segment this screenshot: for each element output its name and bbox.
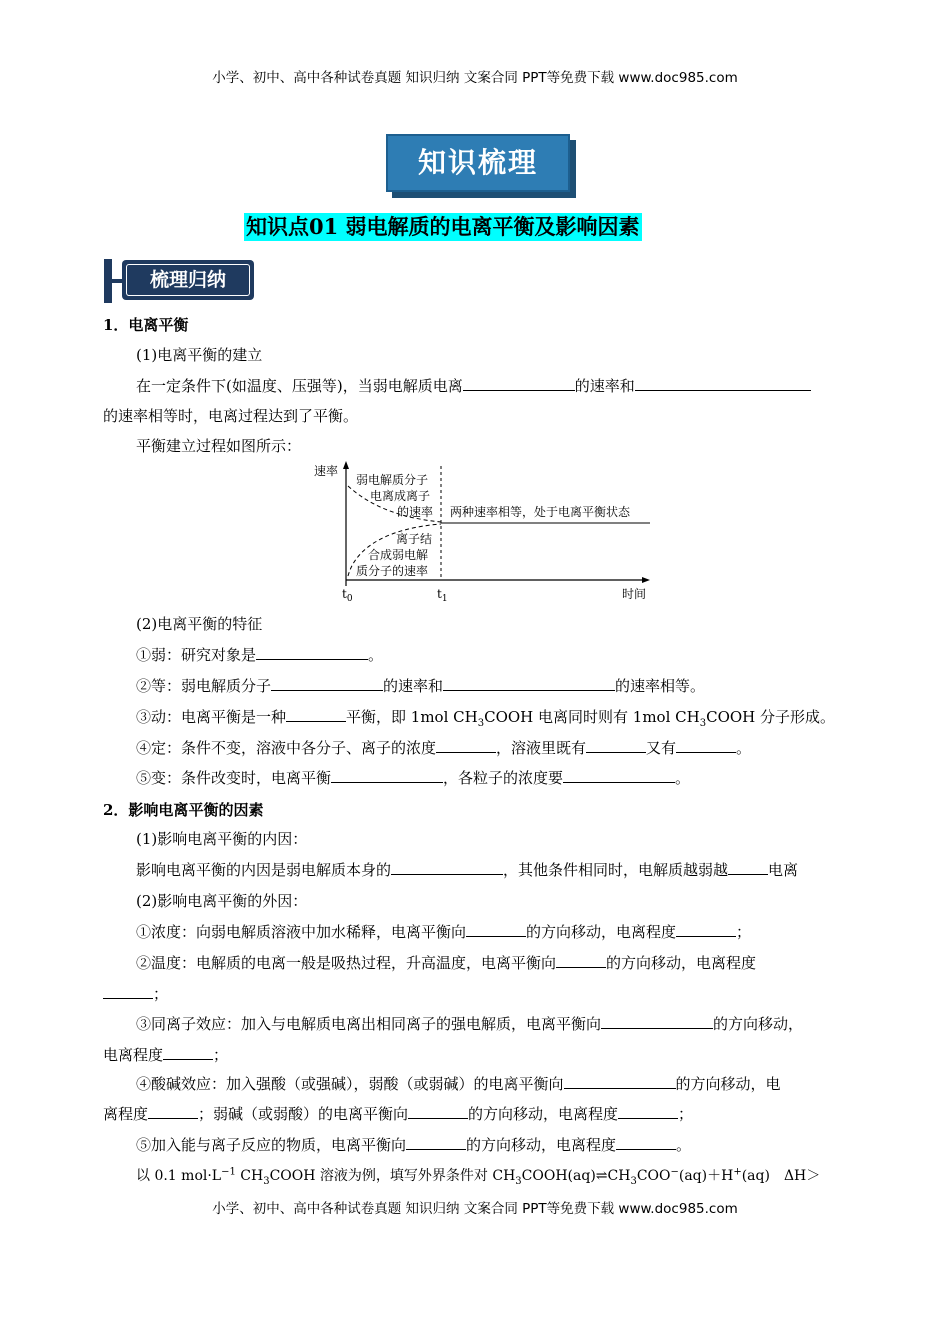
subscript: 3	[477, 718, 485, 729]
blank	[728, 860, 768, 875]
top-header: 小学、初中、高中各种试卷真题 知识归纳 文案合同 PPT等免费下载 www.doc985.com	[212, 70, 738, 86]
blank	[466, 922, 526, 937]
subscript: 3	[263, 1175, 270, 1187]
blank	[463, 376, 575, 391]
text: 的速率和	[574, 377, 635, 395]
text: 的方向移动，电离程度	[468, 1105, 619, 1123]
x-axis-arrow	[642, 577, 650, 583]
text: ；弱碱（或弱酸）的电离平衡向	[198, 1105, 409, 1123]
text: ，各粒子的浓度要	[443, 769, 564, 787]
blank	[148, 1104, 198, 1119]
s2-sub1: (1)影响电离平衡的内因：	[136, 830, 308, 848]
factor-2-cont	[103, 984, 168, 1004]
equilibrium-annotation: 两种速率相等，处于电离平衡状态	[450, 505, 631, 519]
feature-3	[136, 707, 835, 727]
ionization-label-2: 电离成离子	[370, 489, 431, 503]
blank	[676, 922, 736, 937]
s1-p1-cont: 的速率相等时，电离过程达到了平衡。	[103, 407, 359, 425]
s1-sub1: (1)电离平衡的建立	[136, 346, 263, 364]
feature-5	[136, 768, 690, 788]
text: COOH 溶液为例，填写外界条件对 CH	[269, 1168, 516, 1184]
blank	[564, 1074, 676, 1089]
section-badge	[104, 259, 254, 303]
ionization-label-3: 的速率	[397, 505, 434, 519]
text: ⑤变：条件改变时，电离平衡	[136, 769, 332, 787]
tick-t1: $t_1$	[437, 587, 448, 604]
text: 的方向移动，	[713, 1015, 804, 1033]
text: ；	[736, 923, 752, 941]
s1-heading: 1．电离平衡	[103, 316, 189, 334]
blank	[556, 953, 606, 968]
text: 的速率相等。	[615, 677, 706, 695]
association-label-3: 质分子的速率	[356, 564, 429, 578]
text: ③动：电离平衡是一种	[136, 708, 287, 726]
text: 又有	[646, 739, 677, 757]
association-label-2: 合成弱电解	[368, 548, 429, 562]
blank	[618, 1104, 678, 1119]
blank	[256, 645, 368, 660]
factor-3	[136, 1014, 803, 1034]
blank	[408, 1104, 468, 1119]
text: COO	[636, 1168, 671, 1184]
tick-t0: $t_0$	[342, 587, 353, 604]
text: ④酸碱效应：加入强酸（或强碱），弱酸（或弱碱）的电离平衡向	[136, 1075, 564, 1093]
text: ④定：条件不变，溶液中各分子、离子的浓度	[136, 739, 437, 757]
banner-title: 知识梳理	[417, 146, 538, 179]
blank	[586, 738, 646, 753]
superscript: −1	[221, 1166, 236, 1178]
text: ；	[678, 1105, 694, 1123]
blank	[601, 1014, 713, 1029]
text: 的方向移动，电离程度	[526, 923, 677, 941]
text: 的方向移动，电离程度	[606, 954, 757, 972]
blank	[331, 768, 443, 783]
blank	[271, 676, 383, 691]
factor-4	[136, 1074, 781, 1094]
text: ①浓度：向弱电解质溶液中加水稀释，电离平衡向	[136, 923, 467, 941]
text: ②温度：电解质的电离一般是吸热过程，升高温度，电离平衡向	[136, 954, 557, 972]
text: 以 0.1 mol·L	[136, 1168, 222, 1184]
association-label-1: 离子结	[396, 532, 433, 546]
text: (aq)＋H	[678, 1168, 734, 1184]
text: COOH(aq)⇌CH	[521, 1168, 631, 1184]
feature-4	[136, 738, 751, 758]
factor-3-cont	[103, 1045, 228, 1065]
blank	[163, 1045, 213, 1060]
blank	[635, 376, 811, 391]
badge-connector	[112, 279, 122, 283]
blank	[616, 1135, 676, 1150]
ionization-label-1: 弱电解质分子	[356, 473, 429, 487]
text: 的方向移动，电	[675, 1075, 781, 1093]
s1-p1	[136, 376, 811, 396]
text: 。	[676, 1136, 692, 1154]
x-axis-label: 时间	[622, 587, 647, 601]
text: 。	[736, 739, 752, 757]
text: ；	[213, 1046, 229, 1064]
text: ②等：弱电解质分子	[136, 677, 272, 695]
text: 平衡，即 1mol CH	[346, 708, 478, 726]
example-line	[136, 1166, 820, 1186]
text: 的方向移动，电离程度	[466, 1136, 617, 1154]
blank	[406, 1135, 466, 1150]
s1-sub2: (2)电离平衡的特征	[136, 615, 263, 633]
rate-time-chart	[300, 458, 670, 608]
badge-bar	[104, 259, 112, 303]
blank	[436, 738, 496, 753]
text: 在一定条件下(如温度、压强等)，当弱电解质电离	[136, 377, 463, 395]
s2-p1	[136, 860, 798, 880]
s2-heading: 2．影响电离平衡的因素	[103, 801, 264, 819]
text: ⑤加入能与离子反应的物质，电离平衡向	[136, 1136, 407, 1154]
knowledge-banner	[386, 134, 570, 192]
text: ，溶液里既有	[496, 739, 587, 757]
superscript: −	[670, 1166, 679, 1178]
blank	[676, 738, 736, 753]
factor-1	[136, 922, 751, 942]
subscript: 3	[515, 1175, 522, 1187]
subscript: 3	[630, 1175, 637, 1187]
s2-sub2: (2)影响电离平衡的外因：	[136, 892, 308, 910]
badge-label: 梳理归纳	[149, 269, 226, 291]
factor-5	[136, 1135, 691, 1155]
text: 影响电离平衡的内因是弱电解质本身的	[136, 861, 392, 879]
feature-2	[136, 676, 705, 696]
text: (aq) ΔH＞	[741, 1168, 821, 1184]
text: 。	[368, 646, 384, 664]
blank	[391, 860, 503, 875]
superscript: +	[733, 1166, 742, 1178]
s1-p2: 平衡建立过程如图所示：	[136, 437, 302, 455]
y-axis-label: 速率	[314, 464, 339, 478]
factor-2	[136, 953, 756, 973]
text: ；	[153, 985, 169, 1003]
text: CH	[235, 1168, 264, 1184]
text: 。	[675, 769, 691, 787]
text: 电离程度	[103, 1046, 164, 1064]
subscript: 3	[699, 718, 707, 729]
factor-4-cont	[103, 1104, 693, 1124]
blank	[286, 707, 346, 722]
text: 离程度	[103, 1105, 149, 1123]
knowledge-point-title: 知识点01 弱电解质的电离平衡及影响因素	[246, 214, 640, 239]
blank	[563, 768, 675, 783]
bottom-footer: 小学、初中、高中各种试卷真题 知识归纳 文案合同 PPT等免费下载 www.doc985.com	[212, 1201, 738, 1217]
blank	[443, 676, 615, 691]
y-axis-arrow	[343, 461, 349, 469]
text: ，其他条件相同时，电解质越弱越	[503, 861, 729, 879]
text: COOH 分子形成。	[706, 708, 836, 726]
text: 电离	[768, 861, 799, 879]
feature-1	[136, 645, 383, 665]
text: ①弱：研究对象是	[136, 646, 257, 664]
text: COOH 电离同时则有 1mol CH	[484, 708, 700, 726]
blank	[103, 984, 153, 999]
text: 的速率和	[383, 677, 444, 695]
text: ③同离子效应：加入与电解质电离出相同离子的强电解质，电离平衡向	[136, 1015, 602, 1033]
